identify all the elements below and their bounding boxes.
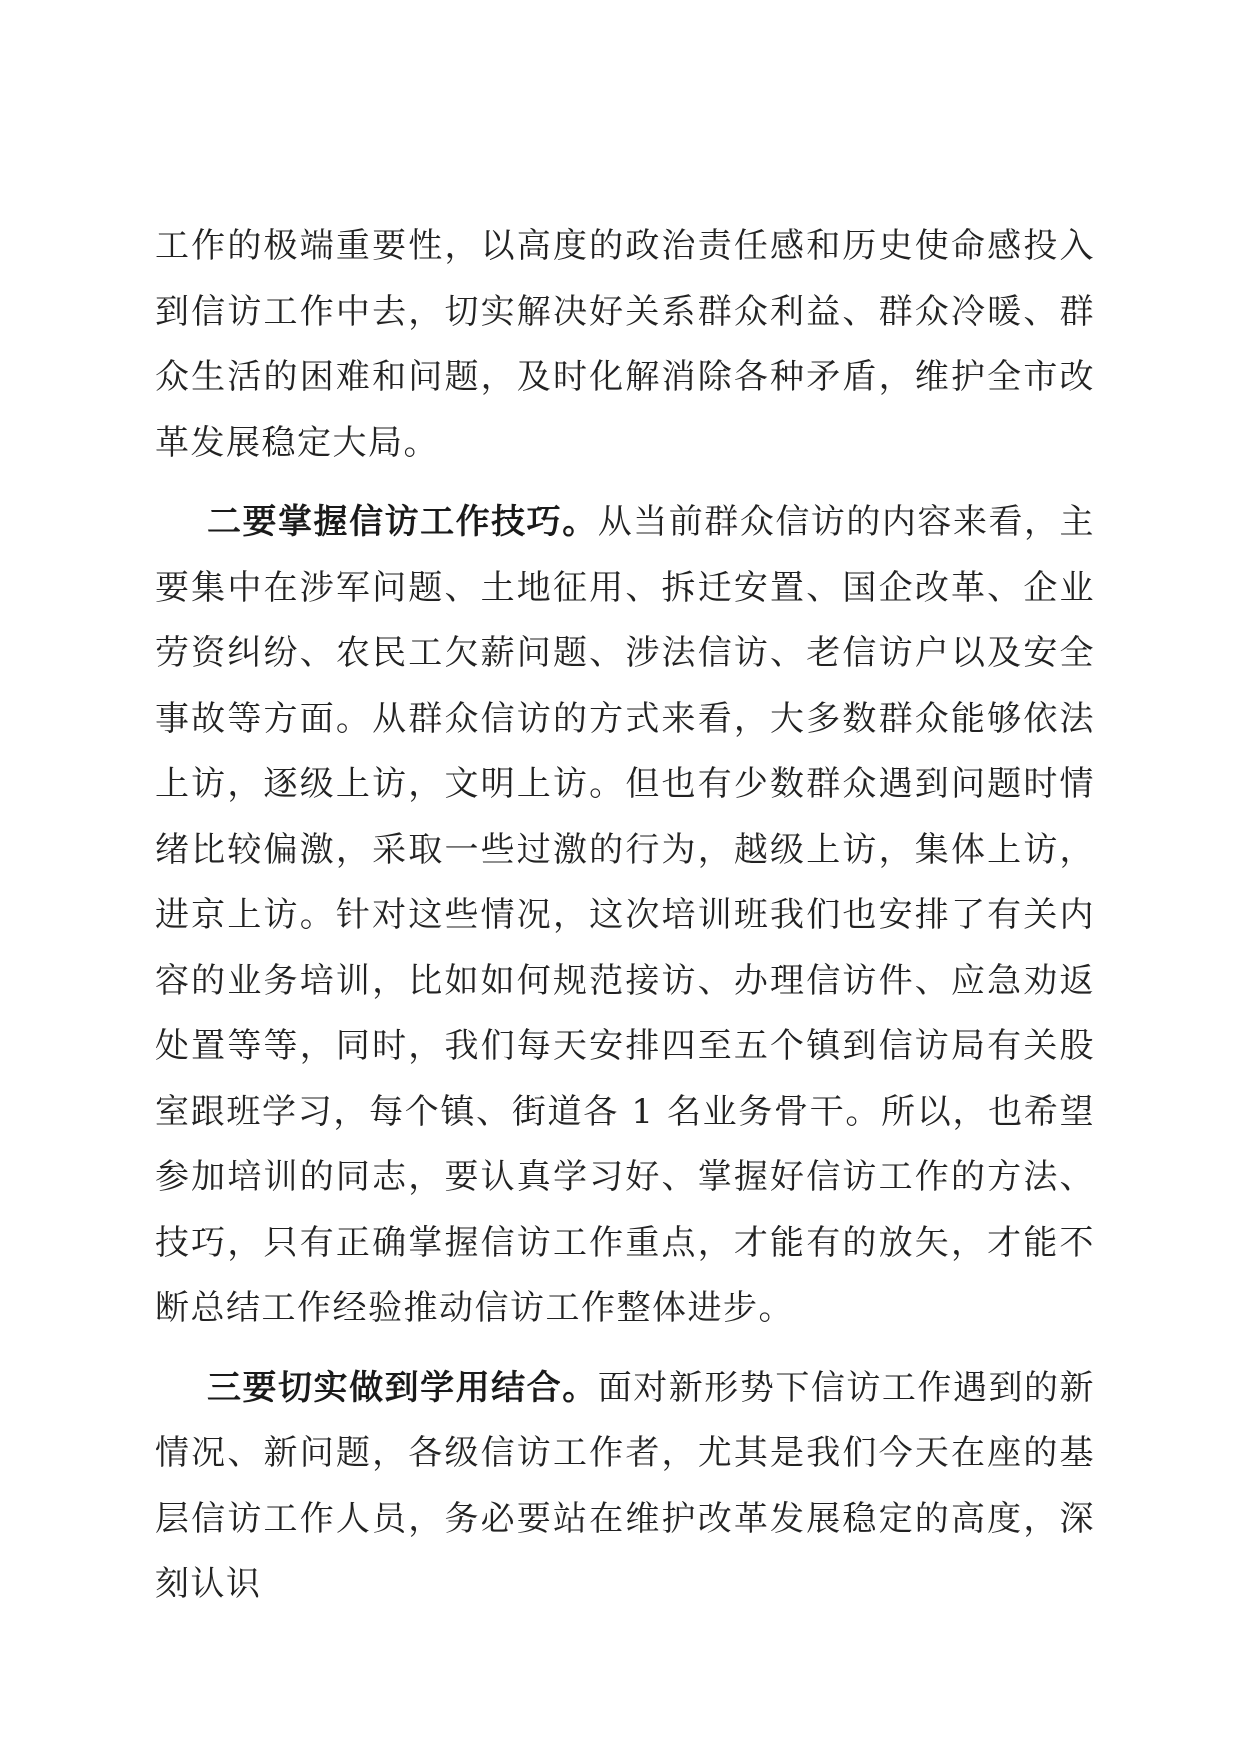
paragraph-text: 工作的极端重要性，以高度的政治责任感和历史使命感投入到信访工作中去，切实解决好关系群众利益、群众冷暖、群众生活的困难和问题，及时化解消除各种矛盾，维护全市改革发展稳定大局。 [155, 226, 1095, 463]
paragraph-text: 面对新形势下信访工作遇到的新情况、新问题，各级信访工作者，尤其是我们今天在座的基层信访工作人员，务必要站在维护改革发展稳定的高度，深刻认识 [155, 1367, 1096, 1604]
paragraph-text: 从当前群众信访的内容来看，主要集中在涉军问题、土地征用、拆迁安置、国企改革、企业劳资纠纷、农民工欠薪问题、涉法信访、老信访户以及安全事故等方面。从群众信访的方式来看，大多数群众能够依法上访，逐级上访，文明上访。但也有少数群众遇到问题时情绪比较偏激，采取一些过激的行为，越级上访，集体上访，进京上访。针对这些情况，这次培训班我们也安排了有关内容的业务培训，比如如何规范接访、办理信访件、应急劝返处置等等，同时，我们每天安排四至五个镇到信访局有关股室跟班学习，每个镇、街道各 1 名业务骨干。所以，也希望参加培训的同志，要认真学习好、掌握好信访工作的方法、技巧，只有正确掌握信访工作重点，才能有的放矢，才能不断总结工作经验推动信访工作整体进步。 [155, 502, 1096, 1328]
paragraph-heading: 三要切实做到学用结合。 [207, 1367, 598, 1408]
paragraph-continuation [155, 214, 1095, 476]
paragraph-point-two [155, 490, 1095, 1342]
paragraph-point-three [155, 1356, 1095, 1618]
document-body [155, 214, 1095, 1632]
paragraph-heading: 二要掌握信访工作技巧。 [207, 502, 598, 542]
